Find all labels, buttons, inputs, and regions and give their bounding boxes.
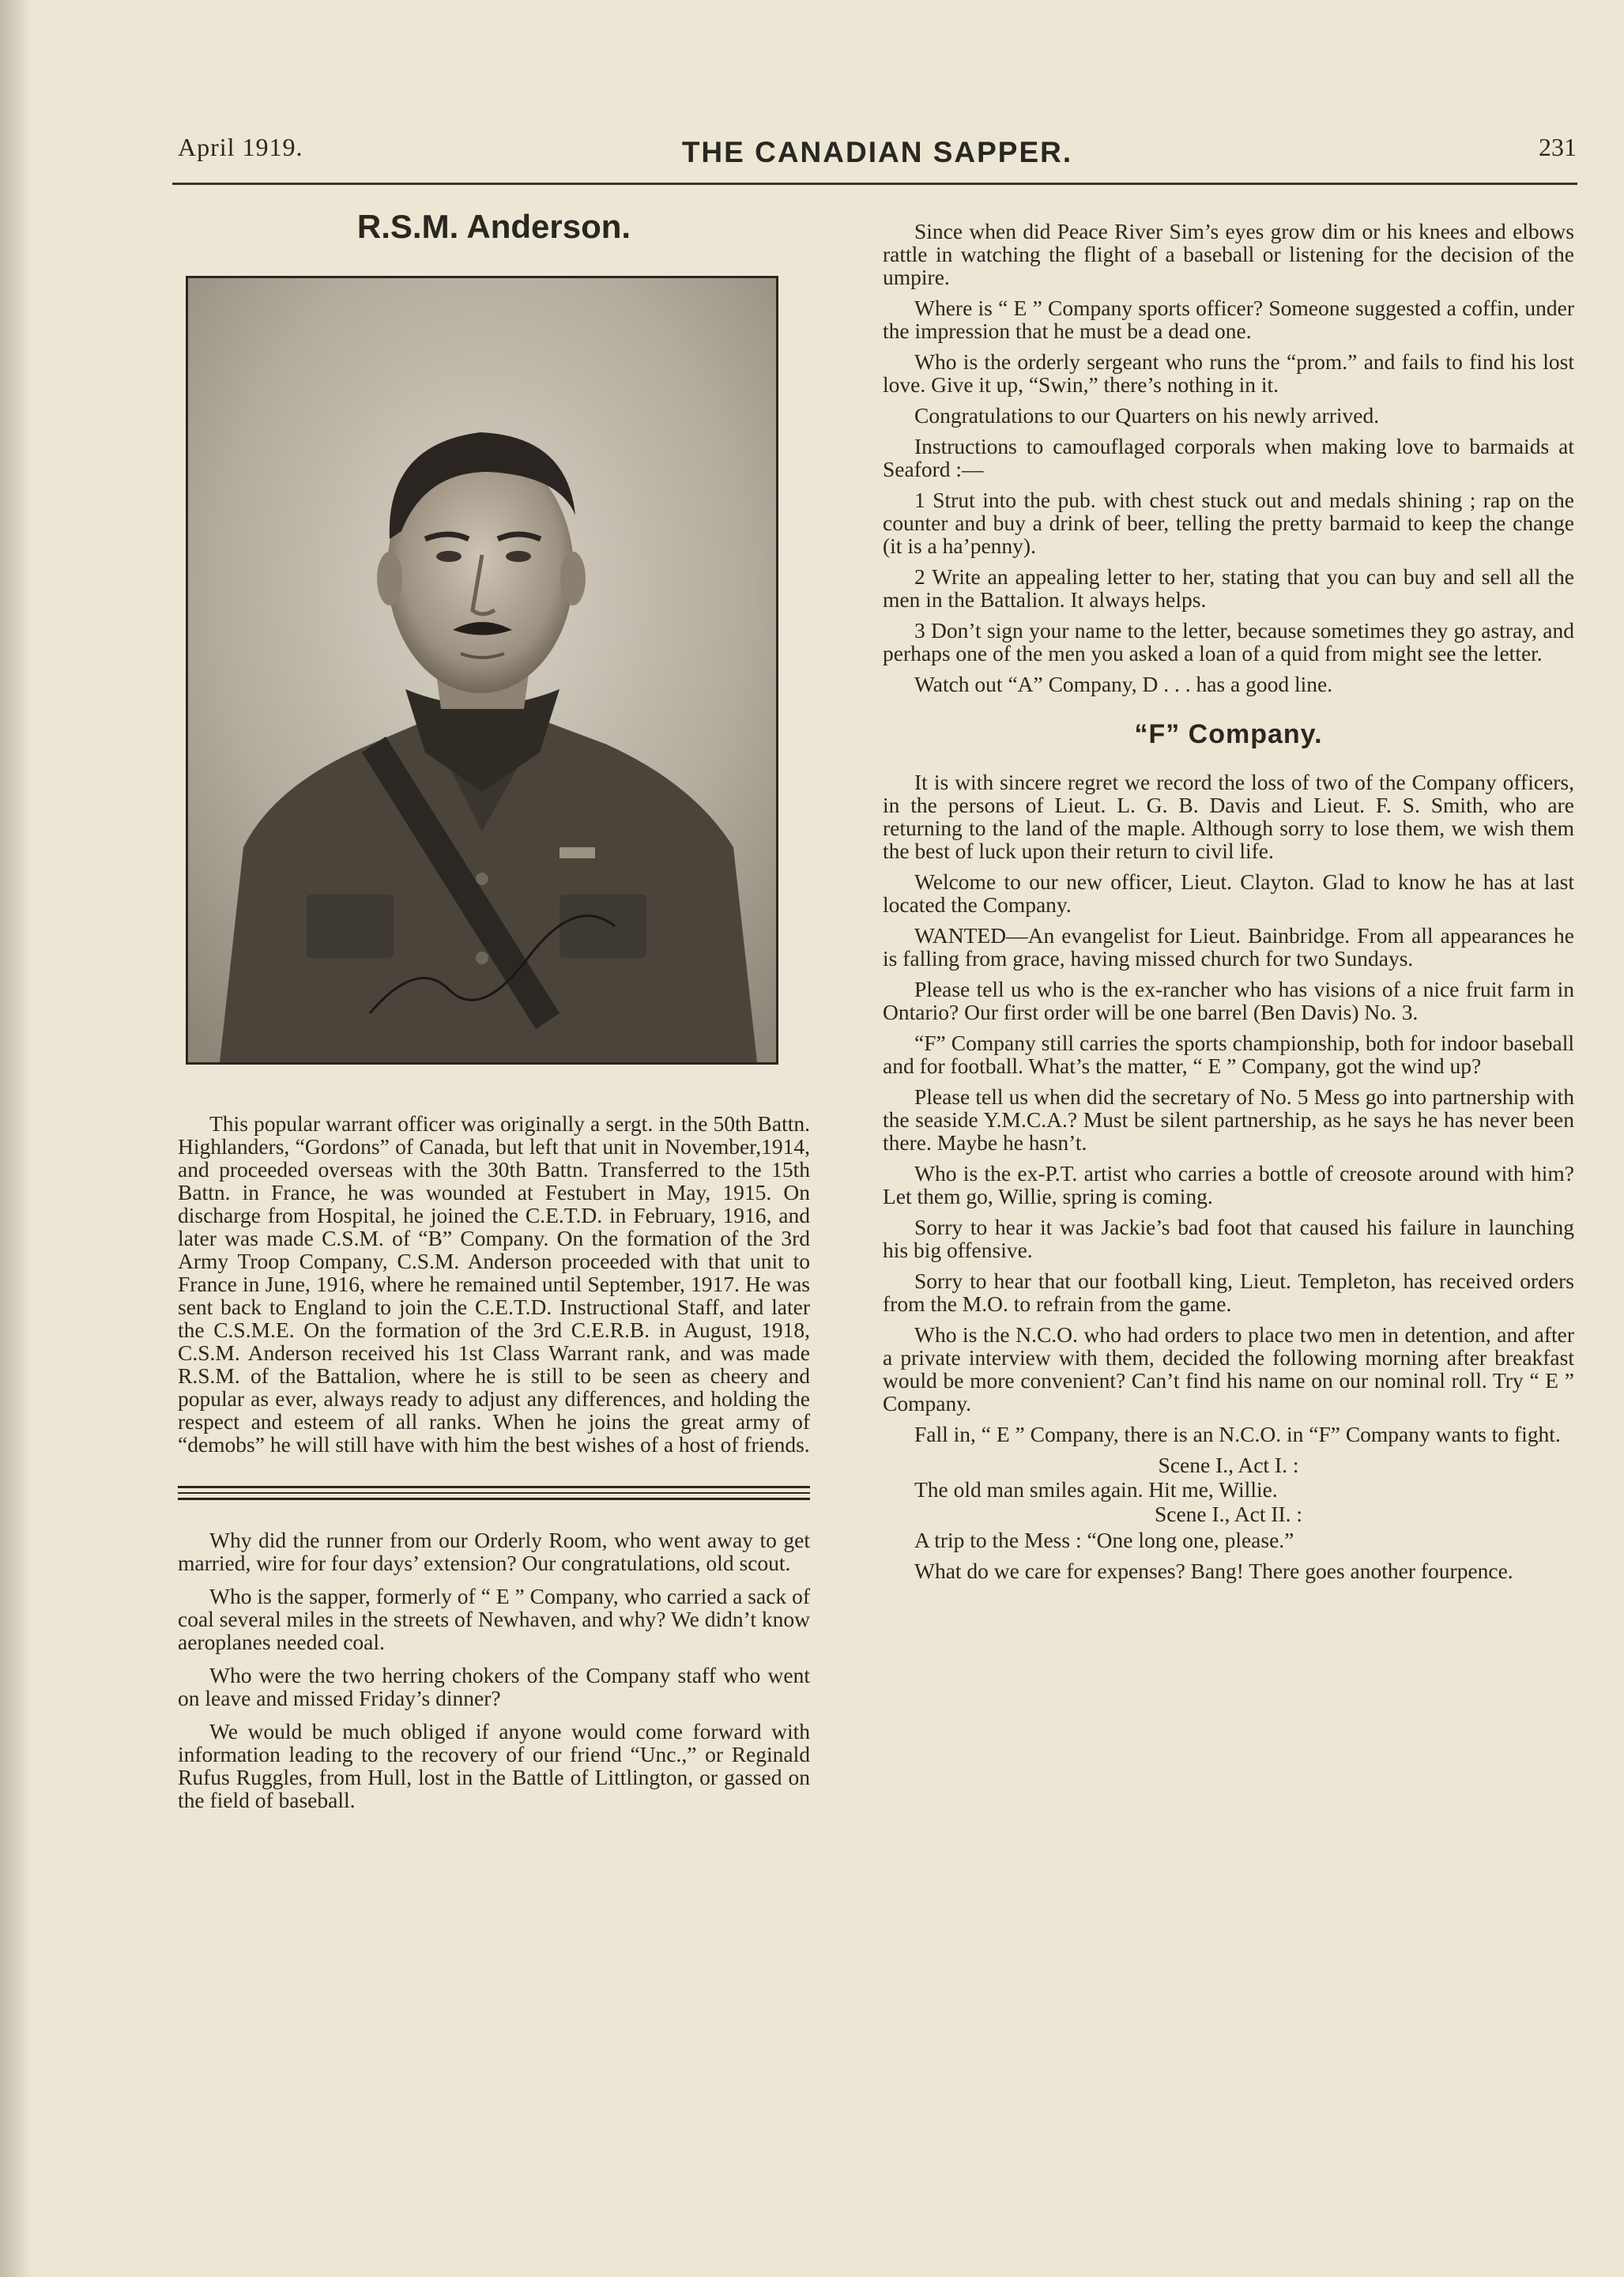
right-paragraph: Since when did Peace River Sim’s eyes grow dim or his knees and elbows rattle in watching the flight of a baseball or listening for the decision of the umpire. <box>883 219 1574 289</box>
right-column <box>883 220 1574 1590</box>
f-company-paragraph: Please tell us when did the secretary of No. 5 Mess go into partnership with the seaside Y.M.C.A.? Must be silent partnership, as he says he has never been there. Maybe he hasn’t. <box>883 1084 1574 1155</box>
right-paragraph: Who is the orderly sergeant who runs the “prom.” and fails to find his lost love. Give it up, “Swin,” there’s nothing in it. <box>883 349 1574 397</box>
f-company-paragraph: Please tell us who is the ex-rancher who has visions of a nice fruit farm in Ontario? Our first order will be one barrel (Ben Davis) No. 3. <box>883 977 1574 1024</box>
article-heading-anderson: R.S.M. Anderson. <box>356 208 631 245</box>
f-company-paragraph: It is with sincere regret we record the loss of two of the Company officers, in the persons of Lieut. L. G. B. Davis and Lieut. F. S. Smith, who are returning to the land of the maple. Although sorry to lose them, we wish them the best of luck upon their return to civil life. <box>883 770 1574 863</box>
anderson-biography: This popular warrant officer was originally a sergt. in the 50th Battn. Highlanders, “Gordons” of Canada, but left that unit in November,1914, and proceeded overseas with the 30th Battn. Transferred to the 15th Battn. in France, he was wounded at Festubert in May, 1915. On discharge from Hospital, he joined the C.E.T.D. in February, 1916, and later was made C.S.M. of “B” Company. On the formation of the 3rd Army Troop Company, C.S.M. Anderson proceeded with that unit to France in June, 1916, where he remained until September, 1917. He was sent back to England to join the C.E.T.D. Instructional Staff, and later the C.S.M.E. On the formation of the 3rd C.E.R.B. in August, 1918, C.S.M. Anderson received his 1st Class Warrant rank, and was made R.S.M. of the Battalion, where he is still to be seen as cheery and popular as ever, always ready to adjust any differences, and holding the respect and esteem of all ranks. When he joins the great army of “demobs” he will still have with him the best wishes of a host of friends. <box>178 1111 810 1457</box>
left-column <box>178 202 810 1822</box>
f-company-paragraph: “F” Company still carries the sports championship, both for indoor baseball and for football. What’s the matter, “ E ” Company, got the wind up? <box>883 1031 1574 1078</box>
page-header <box>178 133 1577 174</box>
right-paragraph: Where is “ E ” Company sports officer? Someone suggested a coffin, under the impression that he must be a dead one. <box>883 296 1574 343</box>
left-paragraph: Who were the two herring chokers of the Company staff who went on leave and missed Friday’s dinner? <box>178 1663 810 1710</box>
f-company-paragraph: Welcome to our new officer, Lieut. Clayton. Glad to know he has at last located the Company. <box>883 869 1574 917</box>
header-rule <box>172 183 1577 185</box>
f-company-paragraph: Sorry to hear that our football king, Lieut. Templeton, has received orders from the M.O. to refrain from the game. <box>883 1269 1574 1316</box>
left-paragraph: Who is the sapper, formerly of “ E ” Company, who carried a sack of coal several miles in the streets of Newhaven, and why? We didn’t know aeroplanes needed coal. <box>178 1584 810 1654</box>
right-paragraph: Instructions to camouflaged corporals when making love to barmaids at Seaford :— <box>883 434 1574 481</box>
page-number: 231 <box>1539 133 1577 161</box>
left-paragraph: Why did the runner from our Orderly Room, who went away to get married, wire for four days’ extension? Our congratulations, old scout. <box>178 1528 810 1575</box>
f-company-paragraph: WANTED—An evangelist for Lieut. Bainbridge. From all appearances he is falling from grace, having missed church for two Sundays. <box>883 923 1574 971</box>
right-paragraph: Congratulations to our Quarters on his newly arrived. <box>914 403 1380 428</box>
publication-title: THE CANADIAN SAPPER. <box>681 136 1073 168</box>
f-company-paragraph: Fall in, “ E ” Company, there is an N.C.O. in “F” Company wants to fight. <box>914 1422 1561 1446</box>
scene-line: A trip to the Mess : “One long one, please.” <box>914 1528 1294 1552</box>
right-paragraph: 1 Strut into the pub. with chest stuck out and medals shining ; rap on the counter and buy a drink of beer, telling the pretty barmaid to keep the change (it is a ha’penny). <box>883 488 1574 558</box>
f-company-paragraph: Who is the ex-P.T. artist who carries a bottle of creosote around with him? Let them go, Willie, spring is coming. <box>883 1161 1574 1208</box>
left-paragraph: We would be much obliged if anyone would come forward with information leading to the recovery of our friend “Unc.,” or Reginald Rufus Ruggles, from Hull, lost in the Battle of Littlington, or gassed on the field of baseball. <box>178 1719 810 1812</box>
scene-heading: Scene I., Act I. : <box>1158 1453 1299 1477</box>
right-paragraph: 3 Don’t sign your name to the letter, because sometimes they go astray, and perhaps one of the men you asked a loan of a quid from might see the letter. <box>883 618 1574 665</box>
section-heading-f-company: “F” Company. <box>1134 719 1323 749</box>
section-divider <box>178 1486 810 1500</box>
page-binding-shadow <box>0 0 32 2277</box>
issue-date: April 1919. <box>178 133 303 161</box>
right-paragraph: Watch out “A” Company, D . . . has a good line. <box>914 672 1333 696</box>
scene-heading: Scene I., Act II. : <box>1154 1502 1303 1526</box>
f-company-paragraph: Sorry to hear it was Jackie’s bad foot that caused his failure in launching his big offensive. <box>883 1215 1574 1262</box>
f-company-paragraph: Who is the N.C.O. who had orders to place two men in detention, and after a private interview with them, decided the following morning after breakfast would be more convenient? Can’t find his name on our nominal roll. Try “ E ” Company. <box>883 1322 1574 1416</box>
scene-line: The old man smiles again. Hit me, Willie. <box>914 1477 1278 1502</box>
closing-paragraph: What do we care for expenses? Bang! There goes another fourpence. <box>914 1559 1513 1583</box>
right-paragraph: 2 Write an appealing letter to her, stating that you can buy and sell all the men in the Battalion. It always helps. <box>883 564 1574 612</box>
portrait-photo <box>186 276 778 1065</box>
